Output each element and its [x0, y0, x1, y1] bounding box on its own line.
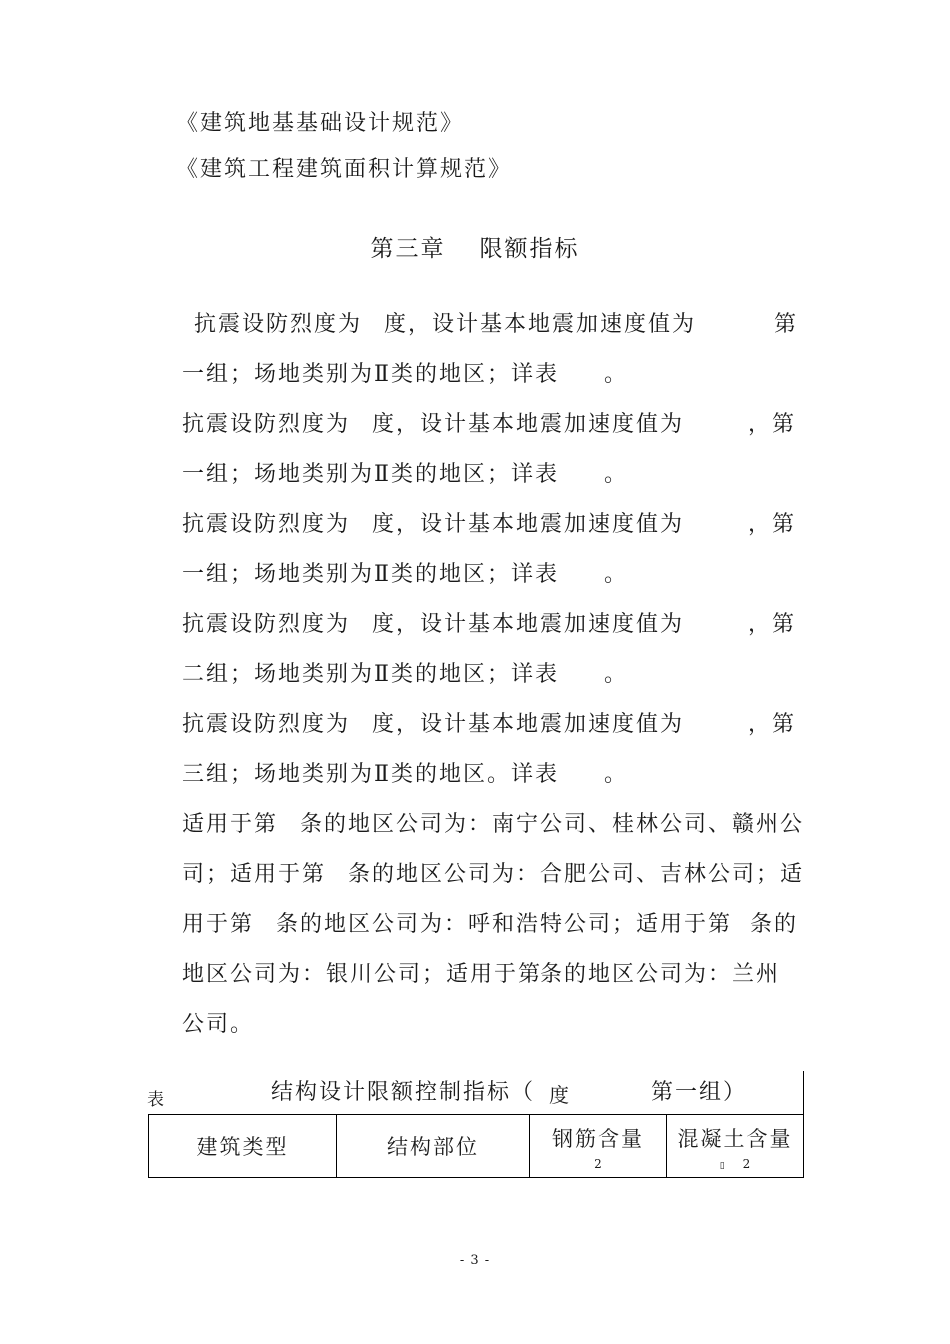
para-text: 。 [604, 662, 629, 687]
chapter-number: 第三章 [370, 236, 446, 262]
applicability-line-1 [182, 807, 805, 837]
para-text: 抗震设防烈度为 [182, 412, 351, 437]
para-text: 。 [604, 362, 629, 387]
page-number: - 3 - [459, 1253, 491, 1268]
paragraph-5-line-1 [182, 707, 802, 737]
rebar-unit: 2 [594, 1157, 602, 1171]
table-header-row [149, 1115, 804, 1178]
para-text: 抗震设防烈度为 [182, 712, 351, 737]
para-text: 度，设计基本地震加速度值为 [384, 312, 697, 337]
para-text: 条的地区公司为：南宁公司、桂林公司、赣州公 [300, 812, 805, 837]
para-text: 。 [604, 462, 629, 487]
chapter-title: 限额指标 [479, 236, 580, 262]
para-text: 地区公司为：银川公司；适用于第 [182, 962, 543, 987]
para-text: ，第 [748, 512, 797, 537]
para-text: 三组；场地类别为Ⅱ类的地区。详表 [182, 762, 559, 787]
para-text: 一组；场地类别为Ⅱ类的地区；详表 [182, 462, 559, 487]
header-building-type: 建筑类型 [149, 1115, 337, 1178]
applicability-line-4 [182, 957, 802, 987]
paragraph-2-line-1 [182, 407, 802, 437]
applicability-line-2 [182, 857, 805, 887]
para-text: ，第 [748, 712, 797, 737]
para-text: 。 [604, 562, 629, 587]
rebar-label: 钢筋含量 [552, 1127, 644, 1151]
header-concrete [667, 1115, 804, 1178]
reference-area-code: 《建筑工程建筑面积计算规范》 [176, 157, 513, 182]
paragraph-2-line-2 [182, 457, 802, 487]
reference-foundation-code: 《建筑地基基础设计规范》 [176, 111, 465, 136]
para-text: 。 [604, 762, 629, 787]
para-text: 公司。 [182, 1012, 255, 1037]
para-text: 司；适用于第 [182, 862, 327, 887]
table-group: 第一组） [651, 1080, 748, 1105]
paragraph-4-line-2 [182, 657, 802, 687]
chapter-heading [0, 230, 950, 263]
limits-table [148, 1114, 804, 1178]
para-text: 度，设计基本地震加速度值为 [372, 612, 685, 637]
para-text: 度，设计基本地震加速度值为 [372, 512, 685, 537]
para-text: 一组；场地类别为Ⅱ类的地区；详表 [182, 362, 559, 387]
table-title: 结构设计限额控制指标（ [271, 1080, 536, 1105]
applicability-line-3 [182, 907, 802, 937]
paragraph-5-line-2 [182, 757, 802, 787]
para-text: 用于第 [182, 912, 255, 937]
para-text: 一组；场地类别为Ⅱ类的地区；详表 [182, 562, 559, 587]
table-degree: 度 [549, 1083, 569, 1107]
paragraph-1-line-1 [182, 307, 802, 337]
para-text: 条的地区公司为：合肥公司、吉林公司；适 [348, 862, 805, 887]
concrete-label: 混凝土含量 [677, 1127, 793, 1151]
paragraph-3-line-2 [182, 557, 802, 587]
paragraph-4-line-1 [182, 607, 802, 637]
para-text: 条的地区公司为：兰州 [540, 962, 781, 987]
para-text: 条的 [750, 912, 799, 937]
paragraph-1-line-2 [182, 357, 802, 387]
header-rebar [530, 1115, 667, 1178]
para-text: 二组；场地类别为Ⅱ类的地区；详表 [182, 662, 559, 687]
para-text: 条的地区公司为：呼和浩特公司；适用于第 [276, 912, 733, 937]
table-prefix: 表 [147, 1090, 164, 1110]
para-text: 度，设计基本地震加速度值为 [372, 712, 685, 737]
table-caption [141, 1071, 804, 1115]
concrete-unit: ▯ 2 [719, 1157, 751, 1171]
applicability-line-5 [182, 1007, 802, 1037]
para-text: 抗震设防烈度为 [194, 312, 363, 337]
para-text: 抗震设防烈度为 [182, 512, 351, 537]
para-text: 抗震设防烈度为 [182, 612, 351, 637]
para-text: 适用于第 [182, 812, 279, 837]
para-text: 度，设计基本地震加速度值为 [372, 412, 685, 437]
header-structure-part: 结构部位 [337, 1115, 530, 1178]
para-text: ，第 [748, 412, 797, 437]
paragraph-3-line-1 [182, 507, 802, 537]
para-text: ，第 [748, 612, 797, 637]
para-text: 第 [774, 312, 799, 337]
missing-glyph-icon: ▯ [719, 1161, 725, 1171]
